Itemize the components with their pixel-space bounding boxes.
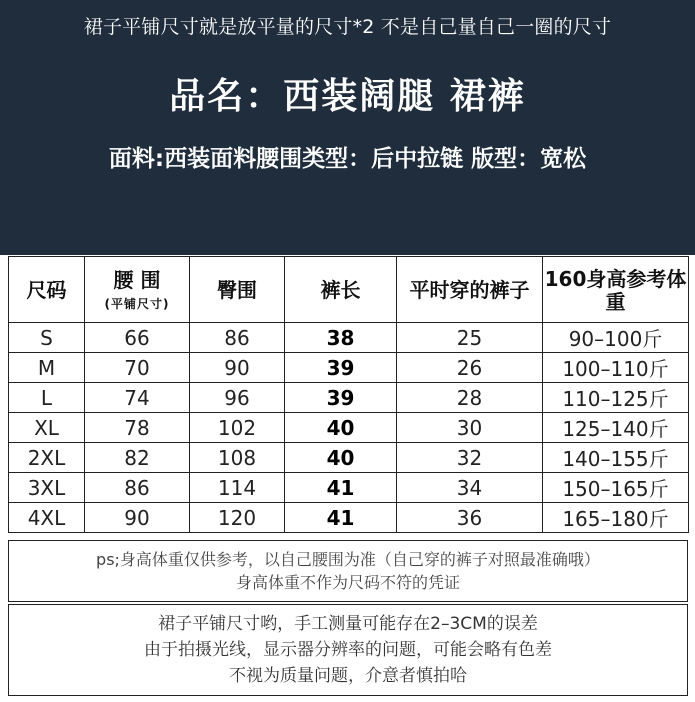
cell-length: 39 xyxy=(285,383,397,413)
header-waist xyxy=(85,257,190,323)
cell-length: 41 xyxy=(285,503,397,533)
header-waist-label: 腰 围 xyxy=(113,268,161,293)
cell-size: M xyxy=(9,353,85,383)
disclaimer xyxy=(8,604,688,696)
header-hip xyxy=(190,257,285,323)
cell-length: 41 xyxy=(285,473,397,503)
cell-size: L xyxy=(9,383,85,413)
header-usual-pants-label: 平时穿的裤子 xyxy=(409,278,530,302)
cell-hip: 102 xyxy=(190,413,285,443)
reference-note-line-1: ps;身高体重仅供参考，以自己腰围为准（自己穿的裤子对照最准确哦） xyxy=(96,550,600,569)
product-name: 品名：西装阔腿 裙裤 xyxy=(169,76,526,117)
table-row xyxy=(9,383,689,413)
header-waist-sub: (平铺尺寸) xyxy=(104,297,170,312)
cell-size: 3XL xyxy=(9,473,85,503)
header-weight-ref xyxy=(543,257,689,323)
cell-size: 2XL xyxy=(9,443,85,473)
header-banner xyxy=(0,0,695,255)
cell-hip: 90 xyxy=(190,353,285,383)
cell-length: 40 xyxy=(285,443,397,473)
cell-hip: 114 xyxy=(190,473,285,503)
cell-waist: 66 xyxy=(85,323,190,353)
reference-note-line-2: 身高体重不作为尺码不符的凭证 xyxy=(235,573,460,592)
size-table-container xyxy=(8,256,688,533)
size-table-body xyxy=(9,323,689,533)
reference-note xyxy=(8,540,688,602)
cell-length: 38 xyxy=(285,323,397,353)
cell-waist: 70 xyxy=(85,353,190,383)
cell-usual-pants: 26 xyxy=(397,353,543,383)
disclaimer-line-2: 由于拍摄光线，显示器分辨率的问题，可能会略有色差 xyxy=(144,640,552,660)
table-row xyxy=(9,353,689,383)
cell-weight-ref: 90–100斤 xyxy=(543,323,689,353)
table-row xyxy=(9,503,689,533)
cell-weight-ref: 125–140斤 xyxy=(543,413,689,443)
table-row xyxy=(9,443,689,473)
cell-usual-pants: 28 xyxy=(397,383,543,413)
cell-weight-ref: 110–125斤 xyxy=(543,383,689,413)
cell-hip: 120 xyxy=(190,503,285,533)
cell-size: 4XL xyxy=(9,503,85,533)
header-usual-pants xyxy=(397,257,543,323)
cell-weight-ref: 150–165斤 xyxy=(543,473,689,503)
cell-waist: 86 xyxy=(85,473,190,503)
table-header-row xyxy=(9,257,689,323)
cell-weight-ref: 140–155斤 xyxy=(543,443,689,473)
cell-usual-pants: 32 xyxy=(397,443,543,473)
cell-usual-pants: 30 xyxy=(397,413,543,443)
cell-usual-pants: 36 xyxy=(397,503,543,533)
cell-usual-pants: 25 xyxy=(397,323,543,353)
cell-weight-ref: 100–110斤 xyxy=(543,353,689,383)
header-size xyxy=(9,257,85,323)
header-length xyxy=(285,257,397,323)
size-table xyxy=(8,256,689,533)
table-row xyxy=(9,323,689,353)
cell-hip: 86 xyxy=(190,323,285,353)
disclaimer-line-1: 裙子平铺尺寸哟，手工测量可能存在2–3CM的误差 xyxy=(158,614,538,634)
cell-waist: 82 xyxy=(85,443,190,473)
header-length-label: 裤长 xyxy=(320,278,361,302)
cell-weight-ref: 165–180斤 xyxy=(543,503,689,533)
cell-size: S xyxy=(9,323,85,353)
cell-usual-pants: 34 xyxy=(397,473,543,503)
header-weight-ref-label: 160身高参考体重 xyxy=(544,266,687,314)
cell-waist: 90 xyxy=(85,503,190,533)
table-row xyxy=(9,473,689,503)
cell-waist: 74 xyxy=(85,383,190,413)
cell-size: XL xyxy=(9,413,85,443)
header-size-label: 尺码 xyxy=(26,278,67,302)
cell-waist: 78 xyxy=(85,413,190,443)
cell-hip: 108 xyxy=(190,443,285,473)
header-hip-label: 臀围 xyxy=(217,278,257,302)
cell-hip: 96 xyxy=(190,383,285,413)
cell-length: 39 xyxy=(285,353,397,383)
measurement-notice: 裙子平铺尺寸就是放平量的尺寸*2 不是自己量自己一圈的尺寸 xyxy=(83,16,612,38)
disclaimer-line-3: 不视为质量问题，介意者慎拍哈 xyxy=(229,666,467,686)
cell-length: 40 xyxy=(285,413,397,443)
product-specs: 面料:西装面料腰围类型：后中拉链 版型：宽松 xyxy=(108,146,587,172)
table-row xyxy=(9,413,689,443)
